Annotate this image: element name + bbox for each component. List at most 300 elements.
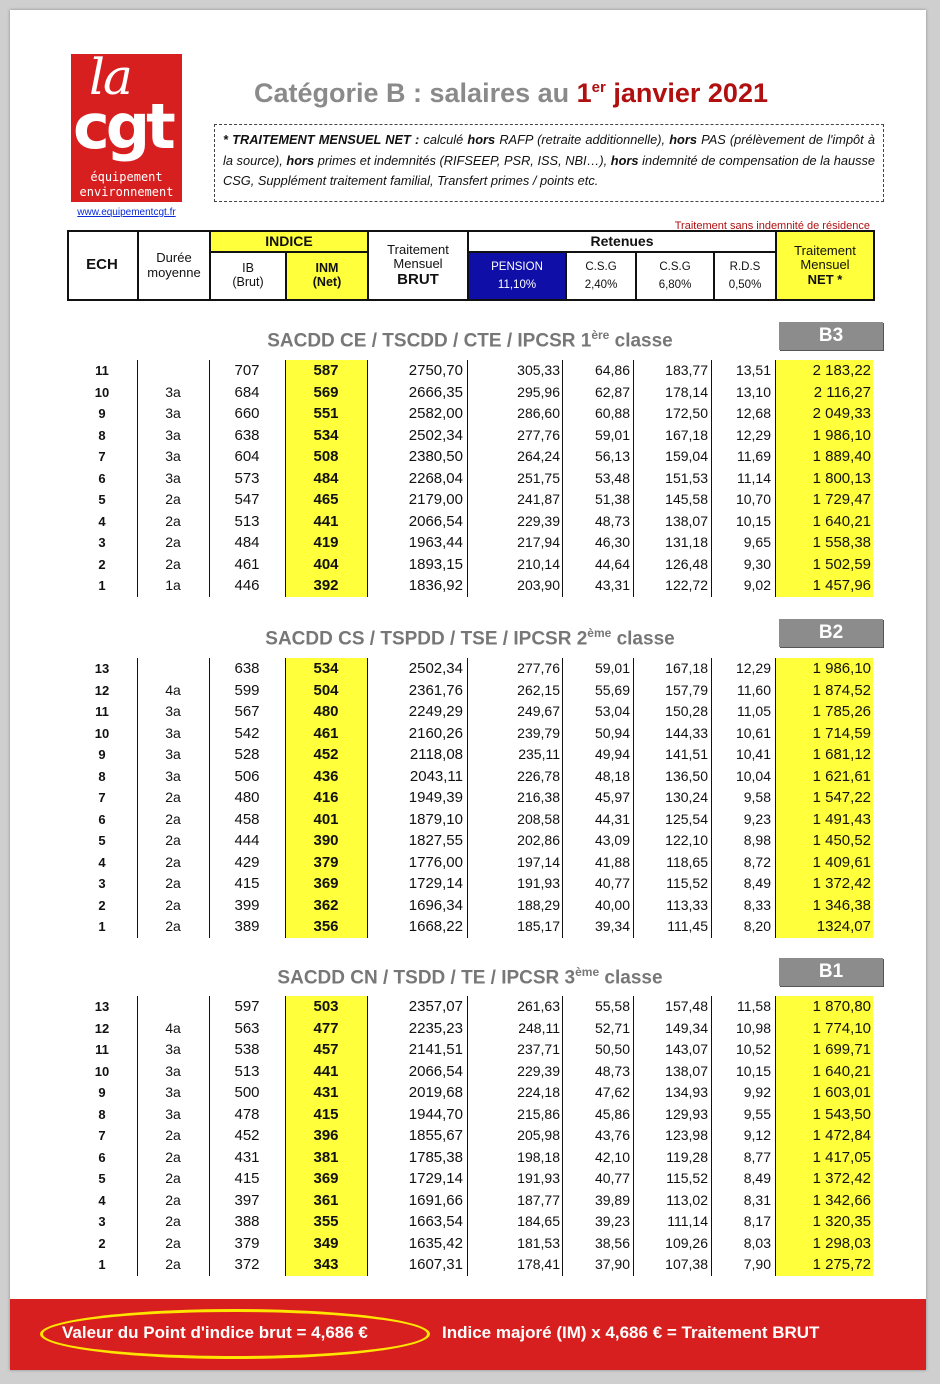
- csg-2-cell: 109,26: [665, 1234, 708, 1251]
- rds-cell: 12,29: [735, 660, 771, 676]
- net-cell: 1324,07: [775, 916, 873, 938]
- header-csg-1b: 2,40%: [584, 279, 618, 291]
- duree-cell: 2a: [165, 1170, 181, 1186]
- table-row: [67, 766, 875, 788]
- column-divider: [367, 360, 368, 597]
- rds-cell: 9,92: [743, 1084, 771, 1100]
- header-csg-1: [565, 253, 635, 299]
- brut-cell: 2043,11: [409, 767, 463, 785]
- header-brut-3: BRUT: [397, 270, 439, 288]
- rds-cell: 10,70: [735, 491, 771, 507]
- net-cell: 1 472,84: [775, 1125, 873, 1147]
- net-cell: 1 502,59: [775, 554, 873, 576]
- brut-cell: 1785,38: [408, 1148, 463, 1166]
- rds-cell: 13,51: [735, 362, 771, 378]
- csg-2-cell: 118,65: [666, 853, 708, 870]
- table-row: [67, 554, 875, 576]
- salary-table: [67, 360, 875, 597]
- ech-cell: 6: [98, 811, 106, 827]
- net-cell: 1 640,21: [775, 1061, 873, 1083]
- pension-cell: 229,39: [517, 512, 560, 529]
- rds-cell: 7,90: [743, 1256, 771, 1272]
- brut-cell: 1944,70: [408, 1105, 463, 1123]
- column-divider: [775, 996, 776, 1276]
- title-sup: er: [591, 79, 606, 96]
- brut-cell: 1607,31: [408, 1256, 463, 1273]
- inm-cell: 362: [285, 895, 367, 917]
- header-inm: [285, 253, 367, 299]
- ib-cell: 461: [234, 555, 260, 573]
- rds-cell: 10,98: [735, 1019, 771, 1036]
- brut-cell: 1827,55: [408, 832, 463, 849]
- pension-cell: 184,65: [517, 1213, 560, 1229]
- net-cell: 1 491,43: [775, 809, 873, 831]
- duree-cell: 3a: [165, 448, 181, 464]
- inm-cell: 436: [285, 766, 367, 788]
- net-cell: 1 640,21: [775, 511, 873, 533]
- pension-cell: 277,76: [517, 426, 560, 443]
- ib-cell: 431: [234, 1148, 260, 1166]
- inm-cell: 381: [285, 1147, 367, 1169]
- ib-cell: 388: [234, 1213, 260, 1230]
- section-title: [170, 626, 770, 650]
- duree-cell: 3a: [165, 383, 181, 400]
- ech-cell: 2: [98, 556, 106, 572]
- pension-cell: 203,90: [517, 577, 560, 593]
- ech-cell: 2: [98, 1235, 106, 1251]
- grade-badge: B3: [779, 322, 883, 350]
- inm-cell: 457: [285, 1039, 367, 1061]
- grade-badge: B1: [779, 958, 883, 986]
- note-part: hors: [286, 152, 315, 168]
- table-row: [67, 468, 875, 490]
- ech-cell: 7: [98, 1128, 106, 1143]
- ib-cell: 638: [234, 426, 260, 444]
- net-cell: 1 986,10: [775, 425, 873, 447]
- ib-cell: 379: [234, 1234, 260, 1252]
- csg-1-cell: 59,01: [594, 660, 630, 676]
- net-cell: 1 320,35: [775, 1211, 873, 1233]
- column-divider: [775, 360, 776, 597]
- ib-cell: 500: [234, 1084, 260, 1101]
- rds-cell: 8,17: [743, 1213, 771, 1229]
- ech-cell: 4: [98, 513, 106, 529]
- header-csg-2a: C.S.G: [659, 260, 691, 273]
- duree-cell: 3a: [165, 724, 181, 741]
- duree-cell: 2a: [165, 1127, 181, 1143]
- brut-cell: 2666,35: [408, 383, 463, 401]
- header-net-2: Mensuel: [800, 257, 850, 273]
- header-brut: [367, 232, 467, 299]
- ib-cell: 563: [234, 1019, 260, 1037]
- header-indice: INDICE: [209, 232, 367, 253]
- column-divider: [285, 658, 286, 938]
- csg-1-cell: 43,31: [594, 577, 630, 593]
- rds-cell: 10,15: [735, 512, 771, 529]
- logo-line-1: équipement: [90, 170, 163, 184]
- table-row: [67, 1211, 875, 1233]
- brut-cell: 1729,14: [408, 1170, 463, 1187]
- table-row: [67, 1125, 875, 1147]
- ib-cell: 567: [234, 703, 260, 720]
- salary-sheet: [10, 10, 926, 1370]
- note-part: primes et indemnités (RIFSEEP, PSR, ISS, NBI…),: [314, 152, 611, 168]
- section-title: [170, 965, 770, 989]
- brut-cell: 2249,29: [408, 703, 463, 720]
- pension-cell: 215,86: [517, 1105, 560, 1122]
- table-row: [67, 701, 875, 723]
- pension-cell: 197,14: [517, 853, 560, 870]
- rds-cell: 10,41: [735, 746, 771, 762]
- header-ib-1: IB: [242, 261, 254, 276]
- table-row: [67, 787, 875, 809]
- ech-cell: 9: [98, 406, 106, 421]
- csg-1-cell: 55,58: [594, 998, 630, 1014]
- duree-cell: 2a: [165, 512, 181, 529]
- inm-cell: 569: [285, 382, 367, 404]
- brut-cell: 1635,42: [408, 1234, 463, 1252]
- inm-cell: 508: [285, 446, 367, 468]
- ech-cell: 10: [94, 384, 110, 400]
- pension-cell: 277,76: [517, 660, 560, 676]
- csg-2-cell: 113,33: [666, 896, 708, 913]
- net-cell: 1 714,59: [775, 723, 873, 745]
- brut-cell: 1963,44: [408, 534, 463, 551]
- duree-cell: [137, 360, 209, 382]
- csg-2-cell: 157,48: [665, 998, 708, 1014]
- csg-1-cell: 50,50: [594, 1041, 630, 1057]
- csg-2-cell: 125,54: [665, 810, 708, 827]
- csg-2-cell: 167,18: [665, 426, 708, 443]
- header-csg-2b: 6,80%: [658, 279, 692, 291]
- header-inm-1: INM: [315, 261, 339, 276]
- brut-cell: 2502,34: [408, 426, 463, 444]
- duree-cell: 2a: [165, 832, 181, 848]
- rds-cell: 13,10: [735, 383, 771, 400]
- csg-1-cell: 40,77: [594, 1170, 630, 1186]
- ib-cell: 415: [234, 875, 260, 892]
- duree-cell: [137, 658, 209, 680]
- net-cell: 1 372,42: [775, 1168, 873, 1190]
- rds-cell: 8,03: [743, 1234, 771, 1251]
- csg-2-cell: 113,02: [666, 1191, 708, 1208]
- table-row: [67, 658, 875, 680]
- csg-2-cell: 115,52: [666, 875, 708, 891]
- ech-cell: 4: [98, 1192, 106, 1208]
- note-part: hors: [610, 152, 639, 168]
- header-pension-2: 11,10%: [497, 279, 537, 291]
- rds-cell: 10,61: [735, 724, 771, 741]
- ib-cell: 484: [234, 534, 260, 551]
- ech-cell: 9: [98, 747, 106, 762]
- header-duree-1: Durée: [156, 250, 192, 266]
- section-title-sup: ème: [575, 965, 600, 979]
- ib-cell: 480: [234, 789, 260, 806]
- net-cell: 1 699,71: [775, 1039, 873, 1061]
- duree-cell: 2a: [165, 491, 181, 507]
- pension-cell: 178,41: [517, 1256, 560, 1272]
- brut-cell: 2361,76: [408, 681, 463, 699]
- table-row: [67, 1082, 875, 1104]
- net-cell: 1 372,42: [775, 873, 873, 895]
- csg-2-cell: 119,28: [666, 1148, 708, 1165]
- rds-cell: 9,12: [743, 1127, 771, 1143]
- table-row: [67, 382, 875, 404]
- ech-cell: 12: [94, 682, 110, 698]
- csg-2-cell: 138,07: [665, 1062, 708, 1079]
- table-row: [67, 744, 875, 766]
- pension-cell: 286,60: [517, 405, 560, 421]
- ib-cell: 513: [234, 512, 260, 530]
- net-cell: 1 558,38: [775, 532, 873, 554]
- duree-cell: 2a: [165, 810, 181, 827]
- csg-2-cell: 129,93: [665, 1105, 708, 1122]
- net-cell: 1 450,52: [775, 830, 873, 852]
- ib-cell: 597: [234, 998, 260, 1015]
- net-cell: 1 785,26: [775, 701, 873, 723]
- csg-2-cell: 141,51: [665, 746, 708, 762]
- pension-cell: 208,58: [517, 810, 560, 827]
- csg-2-cell: 111,14: [667, 1213, 708, 1229]
- header-net-3: NET *: [807, 271, 843, 287]
- ib-cell: 573: [234, 469, 260, 487]
- brut-cell: 2066,54: [408, 512, 463, 530]
- column-divider: [137, 360, 138, 597]
- pension-cell: 181,53: [517, 1234, 560, 1251]
- ech-cell: 8: [98, 768, 106, 784]
- table-row: [67, 680, 875, 702]
- net-cell: 1 346,38: [775, 895, 873, 917]
- csg-1-cell: 46,30: [594, 534, 630, 550]
- csg-2-cell: 122,72: [665, 577, 708, 593]
- csg-1-cell: 40,77: [594, 875, 630, 891]
- brut-cell: 1663,54: [408, 1213, 463, 1230]
- pension-cell: 205,98: [517, 1127, 560, 1143]
- csg-2-cell: 136,50: [665, 767, 708, 784]
- inm-cell: 441: [285, 1061, 367, 1083]
- brut-cell: 1668,22: [408, 918, 463, 935]
- column-divider: [467, 360, 468, 597]
- ib-cell: 399: [234, 896, 260, 914]
- ib-cell: 452: [234, 1127, 260, 1144]
- csg-2-cell: 123,98: [665, 1127, 708, 1143]
- section-title-text: SACDD CN / TSDD / TE / IPCSR 3: [277, 967, 576, 989]
- pension-cell: 202,86: [517, 832, 560, 848]
- header-ib-2: (Brut): [232, 275, 264, 289]
- footer-formula: Indice majoré (IM) x 4,686 € = Traitement BRUT: [442, 1323, 820, 1342]
- section-title-text: SACDD CE / TSCDD / CTE / IPCSR 1: [267, 330, 592, 352]
- brut-cell: 1893,15: [408, 555, 463, 573]
- ech-cell: 13: [94, 661, 110, 676]
- ech-cell: 5: [98, 833, 106, 848]
- ech-cell: 3: [98, 535, 106, 550]
- rds-cell: 8,31: [743, 1191, 771, 1208]
- net-cell: 1 275,72: [775, 1254, 873, 1276]
- ech-cell: 1: [98, 578, 106, 593]
- pension-cell: 264,24: [517, 448, 560, 464]
- rds-cell: 11,14: [737, 469, 771, 486]
- section-title-sup: ère: [591, 328, 610, 342]
- note-part: * TRAITEMENT MENSUEL NET :: [223, 132, 420, 147]
- inm-cell: 551: [285, 403, 367, 425]
- rds-cell: 8,72: [743, 853, 771, 870]
- column-divider: [633, 360, 634, 597]
- inm-cell: 416: [285, 787, 367, 809]
- duree-cell: [137, 996, 209, 1018]
- section-title: [170, 328, 770, 352]
- column-divider: [711, 658, 712, 938]
- rds-cell: 8,20: [743, 918, 771, 934]
- inm-cell: 534: [285, 658, 367, 680]
- section-title-suffix: classe: [609, 330, 673, 352]
- csg-2-cell: 144,33: [665, 724, 708, 741]
- inm-cell: 534: [285, 425, 367, 447]
- csg-1-cell: 47,62: [594, 1084, 630, 1100]
- csg-1-cell: 49,94: [594, 746, 630, 762]
- pension-cell: 251,75: [517, 469, 560, 486]
- rds-cell: 9,02: [743, 577, 771, 593]
- ib-cell: 458: [234, 810, 260, 828]
- inm-cell: 361: [285, 1190, 367, 1212]
- net-cell: 1 681,12: [775, 744, 873, 766]
- table-row: [67, 360, 875, 382]
- table-row: [67, 403, 875, 425]
- net-cell: 1 621,61: [775, 766, 873, 788]
- net-cell: 1 874,52: [775, 680, 873, 702]
- residence-note: Traitement sans indemnité de résidence: [674, 220, 870, 232]
- csg-2-cell: 151,53: [665, 469, 708, 486]
- table-row: [67, 1039, 875, 1061]
- ib-cell: 389: [234, 918, 260, 935]
- inm-cell: 343: [285, 1254, 367, 1276]
- pension-cell: 262,15: [517, 681, 560, 698]
- column-divider: [562, 996, 563, 1276]
- duree-cell: 2a: [165, 896, 181, 913]
- duree-cell: 4a: [165, 1019, 181, 1036]
- inm-cell: 504: [285, 680, 367, 702]
- brut-cell: 1696,34: [408, 896, 463, 914]
- duree-cell: 3a: [165, 767, 181, 784]
- pension-cell: 305,33: [517, 362, 560, 378]
- csg-2-cell: 130,24: [665, 789, 708, 805]
- ib-cell: 599: [234, 681, 260, 699]
- ib-cell: 506: [234, 767, 260, 785]
- duree-cell: 2a: [165, 789, 181, 805]
- section-title-sup: ème: [587, 626, 612, 640]
- csg-2-cell: 111,45: [667, 918, 708, 934]
- inm-cell: 484: [285, 468, 367, 490]
- csg-1-cell: 39,89: [594, 1191, 630, 1208]
- table-row: [67, 809, 875, 831]
- table-row: [67, 895, 875, 917]
- ech-cell: 2: [98, 897, 106, 913]
- column-divider: [367, 658, 368, 938]
- header-pension-1: PENSION: [491, 260, 543, 273]
- csg-1-cell: 64,86: [594, 362, 630, 378]
- brut-cell: 2357,07: [408, 998, 463, 1015]
- rds-cell: 10,52: [735, 1041, 771, 1057]
- table-row: [67, 511, 875, 533]
- ech-cell: 3: [98, 1214, 106, 1229]
- section-title-suffix: classe: [611, 628, 675, 650]
- net-cell: 1 543,50: [775, 1104, 873, 1126]
- table-row: [67, 575, 875, 597]
- brut-cell: 2582,00: [408, 405, 463, 422]
- header-csg-2: [635, 253, 713, 299]
- ib-cell: 397: [234, 1191, 260, 1209]
- logo-cgt: cgt: [73, 90, 172, 163]
- ech-cell: 8: [98, 427, 106, 443]
- net-cell: 1 986,10: [775, 658, 873, 680]
- inm-cell: 396: [285, 1125, 367, 1147]
- rds-cell: 8,77: [743, 1148, 771, 1165]
- csg-2-cell: 178,14: [665, 383, 708, 400]
- inm-cell: 431: [285, 1082, 367, 1104]
- net-salary-note: [214, 124, 884, 202]
- website-link[interactable]: www.equipementcgt.fr: [77, 207, 176, 218]
- note-part: indemnité de compensation de la hausse CSG, Supplément traitement familial, Transfert primes / points etc.: [223, 152, 875, 188]
- table-row: [67, 489, 875, 511]
- header-rds-2: 0,50%: [728, 279, 762, 291]
- rds-cell: 12,68: [735, 405, 771, 421]
- ech-cell: 1: [98, 1257, 106, 1272]
- pension-cell: 261,63: [517, 998, 560, 1014]
- rds-cell: 9,23: [743, 810, 771, 827]
- net-cell: 1 774,10: [775, 1018, 873, 1040]
- pension-cell: 187,77: [517, 1191, 560, 1208]
- csg-2-cell: 159,04: [665, 448, 708, 464]
- net-cell: 1 603,01: [775, 1082, 873, 1104]
- csg-2-cell: 145,58: [665, 491, 708, 507]
- csg-2-cell: 183,77: [665, 362, 708, 378]
- column-divider: [711, 996, 712, 1276]
- ib-cell: 513: [234, 1062, 260, 1080]
- csg-2-cell: 131,18: [665, 534, 708, 550]
- csg-2-cell: 115,52: [666, 1170, 708, 1186]
- column-divider: [633, 658, 634, 938]
- table-row: [67, 1061, 875, 1083]
- table-row: [67, 1233, 875, 1255]
- ech-cell: 5: [98, 492, 106, 507]
- ib-cell: 446: [234, 577, 260, 594]
- duree-cell: 2a: [165, 1213, 181, 1229]
- pension-cell: 241,87: [517, 491, 560, 507]
- csg-2-cell: 122,10: [665, 832, 708, 848]
- csg-1-cell: 44,31: [594, 810, 630, 827]
- ech-cell: 7: [98, 790, 106, 805]
- csg-1-cell: 56,13: [594, 448, 630, 464]
- csg-2-cell: 167,18: [665, 660, 708, 676]
- duree-cell: 3a: [165, 405, 181, 421]
- brut-cell: 1691,66: [408, 1191, 463, 1209]
- table-row: [67, 1168, 875, 1190]
- duree-cell: 2a: [165, 853, 181, 870]
- ib-cell: 415: [234, 1170, 260, 1187]
- pension-cell: 188,29: [517, 896, 560, 913]
- note-part: hors: [669, 132, 697, 147]
- column-divider: [367, 996, 368, 1276]
- duree-cell: 1a: [165, 577, 181, 593]
- table-row: [67, 723, 875, 745]
- header-duree-2: moyenne: [147, 264, 201, 280]
- csg-2-cell: 107,38: [665, 1256, 708, 1272]
- csg-1-cell: 48,73: [594, 1062, 630, 1079]
- table-row: [67, 852, 875, 874]
- csg-1-cell: 40,00: [594, 896, 630, 913]
- table-row: [67, 916, 875, 938]
- duree-cell: 3a: [165, 1041, 181, 1057]
- ech-cell: 11: [95, 1042, 109, 1057]
